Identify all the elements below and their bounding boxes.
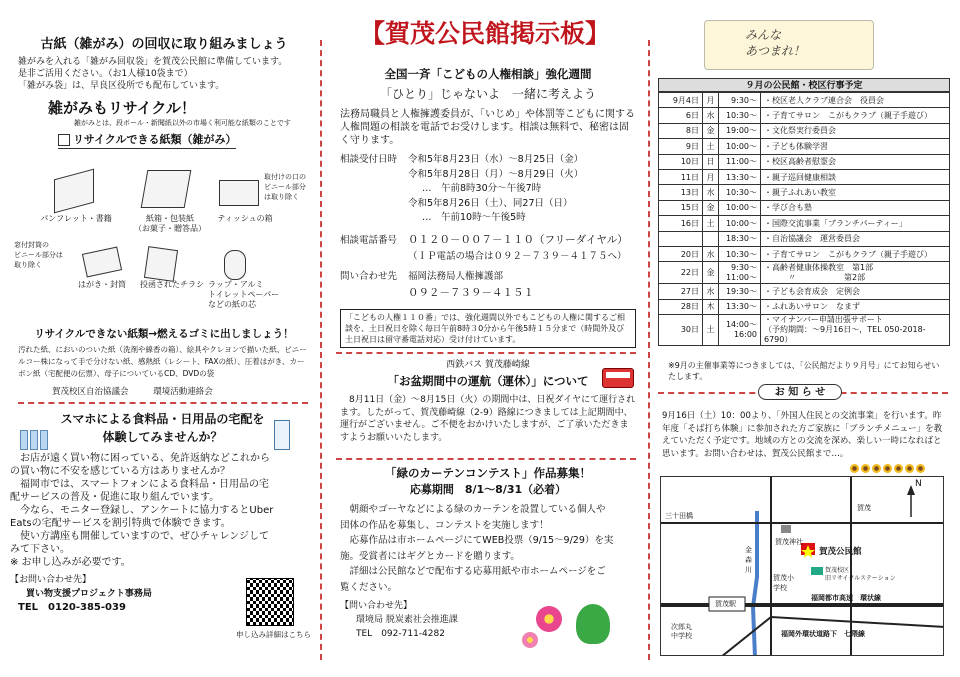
inquiry-org: 福岡法務局人権擁護部 <box>408 270 504 282</box>
schedule-weekday: 月 <box>703 169 719 184</box>
schedule-time: 13:30～ <box>719 169 761 184</box>
river <box>753 511 757 656</box>
org-2: 環境活動連絡会 <box>153 387 213 397</box>
time-1: … 午前8時30分～午後7時 <box>422 183 542 194</box>
schedule-row <box>659 200 950 215</box>
schedule-event: ・子ども会育成会 定例会 <box>761 284 950 299</box>
nonrecyclable-heading: リサイクルできない紙類→燃えるゴミに出しましょう！ <box>34 328 294 340</box>
curtain-body <box>340 502 636 595</box>
schedule-row <box>659 93 950 108</box>
schedule-time: 9:30～ 11:00～ <box>719 262 761 284</box>
schedule-event: ・文化祭実行委員会 <box>761 123 950 138</box>
recycle-sub: 雑がみとは、段ボール・新聞紙以外の市場く利可能な紙類のことです <box>74 119 291 127</box>
paper-intro-2: 是非ご活用ください。（お1人様10袋まで） <box>18 69 193 79</box>
phone-label: 相談電話番号 <box>340 234 398 246</box>
smartphone-line: の買い物に不安を感じている方はありませんか？ <box>10 466 230 477</box>
schedule-date: 11日 <box>659 169 703 184</box>
inquiry-label: 問い合わせ先 <box>340 270 398 282</box>
schedule-event: ・校区高齢者慰霊会 <box>761 154 950 169</box>
recycle-bag-icon <box>58 134 70 146</box>
schedule-row <box>659 139 950 154</box>
schedule-time: 10:30～ <box>719 246 761 261</box>
center-divider-2 <box>336 458 636 460</box>
north-arrow-head-icon <box>907 485 915 495</box>
schedule-row <box>659 108 950 123</box>
item-label-2: 紙箱・包装紙 （お菓子・贈答品） <box>134 214 206 233</box>
map-label: 賀茂 <box>857 504 871 512</box>
smartphone-line: Eatsの宅配サービスを割引特典で体験できます。 <box>10 518 231 529</box>
curtain-contact-label: 【問い合わせ先】 <box>340 601 413 611</box>
schedule-weekday <box>703 231 719 246</box>
book-illustration <box>54 169 94 214</box>
schedule-row <box>659 154 950 169</box>
nonrecyclable-section <box>18 326 310 398</box>
schedule-title: ９月の公民館・校区行事予定 <box>658 78 950 92</box>
smartphone-line: みて下さい。 <box>10 544 70 555</box>
bus-section <box>340 358 636 444</box>
bus-operator: 西鉄バス 賀茂藤崎線 <box>446 360 530 370</box>
schedule-weekday: 月 <box>703 93 719 108</box>
schedule-row <box>659 169 950 184</box>
schedule-weekday: 水 <box>703 246 719 261</box>
contact-org: 買い物支援プロジェクト事務局 <box>26 589 152 599</box>
schedule-event: ・子育てサロン こがもクラブ（親子手遊び） <box>761 108 950 123</box>
curtain-line: 応募作品は市ホームページにてWEB投票（9/15～9/29）を実 <box>340 535 614 546</box>
map-label: 賀茂小学校 <box>773 574 794 592</box>
map <box>660 476 944 656</box>
qr-code[interactable] <box>246 578 294 626</box>
bus-body: 8月11日（金）～8月15日（火）の期間中は、日祝ダイヤにて運行されます。したがって、賀茂藤崎線（2-9）路線につきましては上記期間中、運行がございません。ご不便をおかけいたしますが、ご了承いただきますようお願いいたします。 <box>340 395 636 443</box>
smartphone-line: 今なら、モニター登録し、アンケートに協力するとUber <box>10 505 274 516</box>
flower-icon <box>536 606 562 632</box>
box-illustration <box>141 170 192 208</box>
date-2: 令和5年8月28日（月）～8月29日（火） <box>408 168 584 180</box>
schedule-row <box>659 185 950 200</box>
map-label: 次郎丸 中学校 <box>671 623 692 640</box>
bus-title: 「お盆期間中の運航（運休）」について <box>387 374 589 388</box>
banner <box>704 20 874 70</box>
item-label-6: ラップ・アルミ トイレットペーパー などの紙の芯 <box>208 280 280 309</box>
schedule-weekday: 土 <box>703 315 719 346</box>
curtain-section <box>340 464 636 641</box>
tissue-note: 取付けの口のビニール部分は取り除く <box>264 173 306 201</box>
banner-text: みんな あつまれ！ <box>745 28 806 58</box>
right-vertical-divider <box>648 40 650 660</box>
bus-icon <box>602 368 634 388</box>
rights-dates <box>340 153 636 226</box>
schedule-date: 8日 <box>659 123 703 138</box>
contact-tel: TEL 0120-385-039 <box>18 602 126 613</box>
recycle-station-marker <box>811 567 823 575</box>
roll-illustration <box>224 250 246 280</box>
schedule-time: 10:00～ <box>719 200 761 215</box>
schedule-row <box>659 262 950 284</box>
masthead: 【賀茂公民館掲示板】 <box>359 19 610 48</box>
schedule-event: ・校区老人クラブ連合会 役員会 <box>761 93 950 108</box>
ip-phone: （ＩＰ電話の場合は０９２－７３９－４１７５へ） <box>408 250 627 262</box>
schedule-row <box>659 246 950 261</box>
schedule-event: ・親子巡回健康相談 <box>761 169 950 184</box>
notice-title: お 知 ら せ <box>758 384 842 400</box>
schedule-weekday: 金 <box>703 262 719 284</box>
map-label: 三十田橋 <box>665 512 693 520</box>
dates-label: 相談受付日時 <box>340 154 398 165</box>
schedule-event: ・親子ふれあい教室 <box>761 185 950 200</box>
recyclable-heading-text: リサイクルできる紙類（雑がみ） <box>73 133 237 146</box>
schedule-time: 10:30～ <box>719 185 761 200</box>
curtain-line: 詳細は公民館などで配布する応募用紙や市ホームページをご <box>340 566 606 577</box>
schedule-row <box>659 123 950 138</box>
schedule-time: 10:00～ <box>719 216 761 231</box>
org-1: 賀茂校区自治協議会 <box>52 387 129 397</box>
schedule-time: 19:00～ <box>719 123 761 138</box>
smartphone-line: お店が遠く買い物に困っている、免許返納などこれから <box>10 453 270 464</box>
schedule-event: ・ふれあいサロン なまず <box>761 299 950 314</box>
schedule-note: ※9月の主催事業等につきましては、「公民館だより９月号」にてお知らせいたします。 <box>668 361 940 381</box>
shrine-icon <box>781 525 791 533</box>
map-label: 福岡外環状道路下 七隈線 <box>781 630 865 638</box>
rights-section <box>340 66 636 348</box>
schedule-table <box>658 92 950 346</box>
schedule-time: 9:30～ <box>719 93 761 108</box>
illustrations <box>14 170 314 320</box>
schedule-weekday: 金 <box>703 200 719 215</box>
schedule-row <box>659 231 950 246</box>
schedule-row <box>659 315 950 346</box>
rights-note: 「こどもの人権１１０番」では、強化週間以外でもこどもの人権に関するご相談を、土日祝日を除く毎日午前8時３0分から午後5時１５分まで（時間外及び土日祝日は留守番電話対応）受け付けています。 <box>340 309 636 348</box>
schedule-event: ・高齢者健康体操教室 第1部 〃 第2部 <box>761 262 950 284</box>
schedule-time: 18:30～ <box>719 231 761 246</box>
schedule-weekday: 水 <box>703 284 719 299</box>
schedule-event: ・学び合も塾 <box>761 200 950 215</box>
map-label: 金森川 <box>745 546 752 574</box>
map-label: 賀茂公民館 <box>819 547 862 557</box>
map-label: 賀茂駅 <box>715 600 736 608</box>
phone-number: ０１２０－００７－１１０（フリーダイヤル） <box>408 233 628 246</box>
map-label: 賀茂神社 <box>775 538 803 546</box>
schedule-date: 22日 <box>659 262 703 284</box>
curtain-title: 「緑のカーテンコンテスト」作品募集！ <box>385 466 591 480</box>
schedule-event: ・子育てサロン こがもクラブ（親子手遊び） <box>761 246 950 261</box>
item-label-4: はがき・封筒 <box>78 280 126 289</box>
recyclable-heading <box>58 132 236 149</box>
schedule-weekday: 土 <box>703 139 719 154</box>
curtain-contact-tel: TEL 092-711-4282 <box>356 629 445 639</box>
schedule-date: 27日 <box>659 284 703 299</box>
paper-recycling-section <box>18 36 310 149</box>
left-vertical-divider <box>320 40 322 660</box>
schedule-date: 30日 <box>659 315 703 346</box>
curtain-contact-org: 環境局 脱炭素社会推進課 <box>356 615 458 625</box>
paper-orgs <box>52 386 310 398</box>
schedule-event: ・国際交流事業「ブランチパーティー」 <box>761 216 950 231</box>
date-3: 令和5年8月26日（土）、同27日（日） <box>408 197 573 209</box>
inquiry-tel: ０９２－７３９－４１５１ <box>408 286 534 299</box>
smartphone-title-1: スマホによる食料品・日用品の宅配を <box>60 412 265 426</box>
schedule-time: 10:00～ <box>719 139 761 154</box>
schedule-time: 14:00～ 16:00 <box>719 315 761 346</box>
recycle-heading: 雑がみもリサイクル！ <box>48 99 196 117</box>
milk-carton-icon <box>274 420 290 450</box>
rights-subtitle: 「ひとり」じゃないよ 一緒に考えよう <box>379 87 596 101</box>
time-2: … 午前10時～午後5時 <box>422 212 526 223</box>
schedule-event: ・子ども体験学習 <box>761 139 950 154</box>
schedule-date: 9月4日 <box>659 93 703 108</box>
schedule-time: 10:30～ <box>719 108 761 123</box>
schedule-event: ・マイナンバー申請出張サポート （予約期間：～9月16日～，TEL 050-2018-6790） <box>761 315 950 346</box>
schedule-date: 16日 <box>659 216 703 231</box>
item-label-5: 投函されたチラシ <box>140 280 204 289</box>
schedule-weekday: 日 <box>703 154 719 169</box>
notice-body: 9月16日（土）10：00より、「外国人住民との交流事業」を行います。昨年度「そば打ち体験」に参加された方ご家族に「ブランチメニュー」を教えていただく予定です。地域の方との交流を深め、楽しい一時になればと思います。お問い合わせは、賀茂公民館まで…。 <box>662 411 943 459</box>
water-bottles-icon <box>20 424 56 452</box>
tissue-box-illustration <box>219 180 259 206</box>
schedule-date: 9日 <box>659 139 703 154</box>
nonrecyclable-text: 汚れた紙、においのついた紙（洗剤や線香の箱）、絵具やクレヨンで描いた紙、ビニールコー株になって手で分けない紙、感熱紙（レシート、FAXの紙）、圧着はがき、カーボン紙（宅配便の伝票）、母子についているCD、DVDの袋 <box>18 345 307 378</box>
smartphone-line: 配サービスの普及・促進に取り組んでいます。 <box>10 492 220 503</box>
qr-caption: 申し込み詳細はこちら <box>236 630 311 639</box>
schedule-date: 13日 <box>659 185 703 200</box>
curtain-line: 朝顔やゴーヤなどによる緑のカーテンを設置している個人や <box>340 504 606 515</box>
schedule-event: ・自治協議会 運営委員会 <box>761 231 950 246</box>
contact-label: 【お問い合わせ先】 <box>10 575 92 585</box>
schedule-date <box>659 231 703 246</box>
schedule-time: 19:30～ <box>719 284 761 299</box>
map-label: 賀茂校区 旧リサイクルステーション <box>825 567 896 582</box>
schedule-weekday: 水 <box>703 108 719 123</box>
schedule-date: 10日 <box>659 154 703 169</box>
schedule-row <box>659 216 950 231</box>
curtain-line: 団体の作品を募集し、コンテストを実施します！ <box>340 519 549 531</box>
schedule-weekday: 水 <box>703 185 719 200</box>
sunflowers-icon <box>850 458 946 468</box>
center-divider-1 <box>336 352 636 354</box>
schedule-date: 15日 <box>659 200 703 215</box>
rights-title: 全国一斉「こどもの人権相談」強化週間 <box>384 67 592 81</box>
item-label-3: ティッシュの箱 <box>217 214 273 223</box>
leaf-mascot-icon <box>576 604 610 644</box>
date-1: 令和5年8月23日（水）～8月25日（金） <box>408 154 584 165</box>
smartphone-title-2: 体験してみませんか？ <box>102 430 223 444</box>
map-label: 福岡都市高速 環状線 <box>811 594 881 602</box>
flower-icon-small <box>522 632 538 648</box>
paper-intro-1: 雑がみを入れる「雑がみ回収袋」を賀茂公民館に準備しています。 <box>18 57 288 67</box>
rights-body: 法務局職員と人権擁護委員が、「いじめ」や体罰等こどもに関する人権問題の相談を電話でお受けします。相談は無料で、秘密は固く守ります。 <box>340 109 635 146</box>
paper-intro-3: 「雑がみ袋」は、早良区役所でも配布しています。 <box>18 81 225 91</box>
schedule-time: 11:00～ <box>719 154 761 169</box>
curtain-period: 応募期間 8/1～8/31（必着） <box>409 483 567 496</box>
schedule-table-wrap <box>658 92 950 346</box>
map-north-label: N <box>915 479 922 489</box>
paper-title: 古紙（雑がみ）の回収に取り組みましょう <box>40 37 288 52</box>
left-divider <box>18 402 308 404</box>
schedule-date: 6日 <box>659 108 703 123</box>
smartphone-line: ※ お申し込みが必要です。 <box>10 557 131 568</box>
schedule-weekday: 木 <box>703 299 719 314</box>
smartphone-body <box>10 452 315 569</box>
rights-phone <box>340 232 636 301</box>
smartphone-line: 福岡市では、スマートフォンによる食料品・日用品の宅 <box>10 479 269 490</box>
schedule-row <box>659 284 950 299</box>
item-label-1: パンフレット・書籍 <box>40 214 112 223</box>
flyer-illustration <box>144 246 178 282</box>
postcard-illustration <box>82 247 122 278</box>
curtain-line: 施。受賞者にはギグとカードを贈ります。 <box>340 550 520 562</box>
schedule-date: 28日 <box>659 299 703 314</box>
schedule-weekday: 金 <box>703 123 719 138</box>
envelope-note: 窓付封筒の ビニール部分は 取り除く <box>14 241 63 269</box>
schedule-weekday: 土 <box>703 216 719 231</box>
smartphone-line: 使い方講座も開催していますので、ぜひチャレンジして <box>10 531 269 542</box>
schedule-time: 13:30～ <box>719 299 761 314</box>
curtain-line: 覧ください。 <box>340 581 398 593</box>
smartphone-section <box>10 410 315 639</box>
schedule-row <box>659 299 950 314</box>
schedule-date: 20日 <box>659 246 703 261</box>
